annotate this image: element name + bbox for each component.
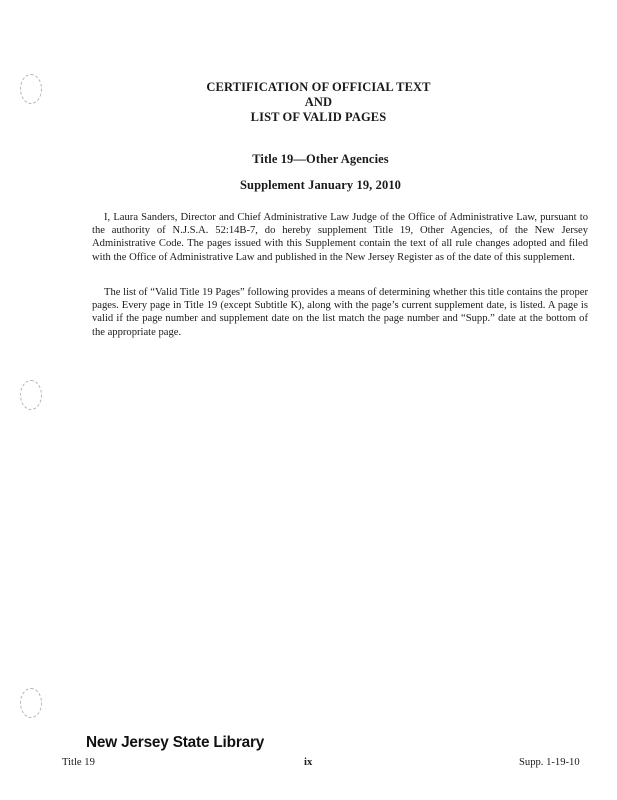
header-line-3: LIST OF VALID PAGES xyxy=(250,110,387,124)
document-title: Title 19—Other Agencies xyxy=(252,152,389,166)
body-paragraph-1: I, Laura Sanders, Director and Chief Administrative Law Judge of the Office of Administrative Law, pursuant to the authority of N.J.S.A. 52:14B-7, do hereby supplement Title 19, Other Agencies, of the New Jersey Administrative Code. The pages issued with this Supplement contain the text of all rule changes adopted and filed with the Office of Administrative Law and published in the New Jersey Register as of the date of this supplement. xyxy=(92,212,588,263)
punch-hole-middle xyxy=(20,380,42,410)
header-line-1: CERTIFICATION OF OFFICIAL TEXT xyxy=(206,80,431,94)
punch-hole-bottom xyxy=(20,688,42,718)
supplement-date: Supplement January 19, 2010 xyxy=(239,178,402,192)
library-stamp: New Jersey State Library xyxy=(86,734,265,751)
footer-title: Title 19 xyxy=(62,757,95,768)
footer-page-number: ix xyxy=(304,757,313,768)
footer-supplement: Supp. 1-19-10 xyxy=(519,757,580,768)
body-paragraph-2: The list of “Valid Title 19 Pages” following provides a means of determining whether this title contains the proper pages. Every page in Title 19 (except Subtitle K), along with the page’s current supplement date, is listed. A page is valid if the page number and supplement date on the list match the page number and “Supp.” date at the bottom of the appropriate page. xyxy=(92,287,588,338)
header-line-2: AND xyxy=(304,95,333,109)
